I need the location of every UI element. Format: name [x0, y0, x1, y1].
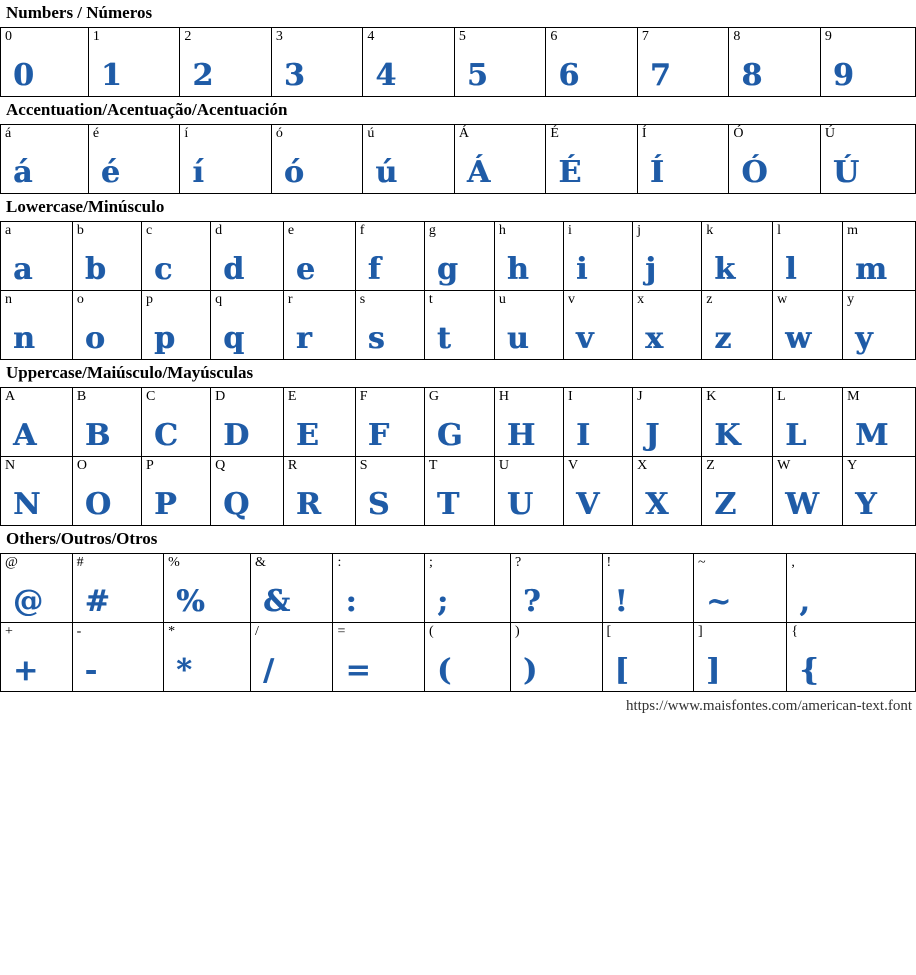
- glyph-sample: S: [367, 487, 390, 522]
- glyph-sample: 6: [558, 58, 580, 93]
- glyph-sample: E: [295, 418, 319, 453]
- glyph-cell[interactable]: [773, 222, 843, 291]
- glyph-sample: J: [645, 418, 660, 453]
- glyph-label: ?: [515, 555, 522, 570]
- glyph-sample: 8: [741, 58, 763, 93]
- glyph-label: I: [567, 389, 573, 404]
- glyph-sample: 1: [100, 58, 122, 93]
- glyph-cell[interactable]: [633, 291, 702, 360]
- glyph-cell[interactable]: [694, 623, 787, 692]
- glyph-cell[interactable]: [546, 28, 638, 97]
- glyph-sample: 3: [283, 58, 305, 93]
- glyph-sample: m: [855, 252, 887, 287]
- glyph-sample: U: [506, 487, 533, 522]
- glyph-cell[interactable]: [141, 457, 210, 526]
- glyph-sample: f: [367, 252, 381, 287]
- glyph-cell[interactable]: [211, 291, 284, 360]
- glyph-sample: a: [13, 252, 33, 287]
- glyph-cell[interactable]: [563, 291, 632, 360]
- glyph-table-uppercase: [0, 387, 916, 526]
- glyph-cell[interactable]: [283, 388, 355, 457]
- glyph-cell[interactable]: [787, 623, 916, 692]
- glyph-label: Y: [847, 458, 858, 473]
- glyph-label: y: [847, 292, 855, 307]
- glyph-cell[interactable]: [820, 125, 915, 194]
- glyph-cell[interactable]: [363, 28, 455, 97]
- glyph-cell[interactable]: [602, 554, 694, 623]
- glyph-label: 2: [184, 29, 192, 44]
- glyph-sample: 5: [466, 58, 488, 93]
- glyph-sample: H: [506, 418, 536, 453]
- glyph-label: e: [287, 223, 295, 238]
- glyph-label: 3: [275, 29, 283, 44]
- table-row: [1, 554, 916, 623]
- glyph-cell[interactable]: [424, 291, 494, 360]
- glyph-cell[interactable]: [511, 554, 603, 623]
- glyph-sample: 0: [13, 58, 34, 93]
- glyph-sample: g: [436, 252, 458, 287]
- glyph-label: f: [359, 223, 365, 238]
- glyph-label: V: [567, 458, 579, 473]
- glyph-sample: /: [263, 653, 275, 688]
- glyph-label: q: [215, 292, 223, 307]
- glyph-label: g: [428, 223, 436, 238]
- glyph-sample: s: [367, 321, 385, 356]
- glyph-cell[interactable]: [773, 457, 843, 526]
- section-title-uppercase: Uppercase/Maiúsculo/Mayúsculas: [6, 363, 254, 382]
- glyph-cell[interactable]: [494, 388, 563, 457]
- glyph-cell[interactable]: [454, 125, 546, 194]
- glyph-label: G: [428, 389, 439, 404]
- glyph-sample: e: [295, 252, 315, 287]
- glyph-sample: É: [558, 155, 582, 190]
- glyph-cell[interactable]: [271, 28, 363, 97]
- glyph-sample: {: [799, 653, 819, 688]
- glyph-label: é: [92, 126, 100, 141]
- glyph-sample: b: [84, 252, 106, 287]
- glyph-sample: o: [84, 321, 105, 356]
- glyph-sample: c: [153, 252, 173, 287]
- glyph-label: á: [5, 126, 12, 141]
- glyph-sample: V: [575, 487, 600, 522]
- glyph-sample: q: [223, 321, 245, 356]
- glyph-sample: N: [13, 487, 41, 522]
- glyph-cell[interactable]: [494, 457, 563, 526]
- glyph-sample: :: [345, 584, 357, 619]
- glyph-cell[interactable]: [494, 222, 563, 291]
- glyph-label: ú: [367, 126, 375, 141]
- table-row: [1, 28, 916, 97]
- glyph-label: P: [145, 458, 154, 473]
- glyph-label: L: [777, 389, 786, 404]
- glyph-sample: á: [13, 155, 33, 190]
- glyph-label: -: [76, 624, 82, 639]
- glyph-label: %: [168, 555, 180, 570]
- glyph-label: F: [359, 389, 368, 404]
- glyph-label: !: [606, 555, 612, 570]
- glyph-label: Í: [641, 126, 647, 141]
- glyph-cell[interactable]: [355, 291, 424, 360]
- glyph-label: @: [5, 555, 18, 570]
- glyph-cell[interactable]: [787, 554, 916, 623]
- glyph-cell[interactable]: [283, 222, 355, 291]
- glyph-label: d: [215, 223, 223, 238]
- glyph-cell[interactable]: [1, 28, 89, 97]
- glyph-cell[interactable]: [211, 222, 284, 291]
- glyph-sample: Y: [855, 487, 877, 522]
- glyph-label: #: [76, 555, 84, 570]
- glyph-sample: p: [153, 321, 175, 356]
- glyph-sample: =: [345, 653, 371, 688]
- glyph-cell[interactable]: [355, 388, 424, 457]
- glyph-label: r: [287, 292, 293, 307]
- glyph-cell[interactable]: [1, 623, 73, 692]
- glyph-cell[interactable]: [180, 125, 272, 194]
- glyph-sample: ~: [706, 584, 732, 619]
- glyph-cell[interactable]: [563, 222, 632, 291]
- glyph-sample: +: [13, 653, 39, 688]
- glyph-cell[interactable]: [211, 457, 284, 526]
- glyph-cell[interactable]: [333, 554, 425, 623]
- glyph-sample: ?: [523, 584, 541, 619]
- glyph-label: +: [5, 624, 13, 639]
- glyph-sample: L: [785, 418, 807, 453]
- glyph-label: l: [777, 223, 782, 238]
- glyph-cell[interactable]: [1, 291, 73, 360]
- glyph-label: D: [215, 389, 226, 404]
- table-row: [1, 388, 916, 457]
- glyph-label: b: [76, 223, 84, 238]
- table-row: [1, 222, 916, 291]
- table-row: [1, 291, 916, 360]
- glyph-label: x: [637, 292, 645, 307]
- glyph-cell[interactable]: [88, 125, 180, 194]
- glyph-cell[interactable]: [702, 388, 773, 457]
- glyph-cell[interactable]: [283, 457, 355, 526]
- glyph-sample: A: [13, 418, 37, 453]
- glyph-label: o: [76, 292, 84, 307]
- glyph-cell[interactable]: [702, 457, 773, 526]
- glyph-label: X: [637, 458, 648, 473]
- table-row: [1, 125, 916, 194]
- glyph-sample: ;: [436, 584, 449, 619]
- glyph-label: a: [5, 223, 12, 238]
- glyph-sample: Á: [466, 155, 491, 190]
- glyph-label: ~: [698, 555, 706, 570]
- glyph-cell[interactable]: [283, 291, 355, 360]
- glyph-cell[interactable]: [1, 222, 73, 291]
- glyph-cell[interactable]: [164, 554, 251, 623]
- glyph-cell[interactable]: [180, 28, 272, 97]
- glyph-label: E: [287, 389, 297, 404]
- glyph-sample: n: [13, 321, 35, 356]
- glyph-label: ;: [428, 555, 433, 570]
- glyph-sample: ú: [375, 155, 398, 190]
- glyph-sample: W: [785, 487, 819, 522]
- glyph-cell[interactable]: [211, 388, 284, 457]
- glyph-sample: j: [645, 252, 656, 287]
- glyph-cell[interactable]: [72, 388, 141, 457]
- glyph-sample: t: [436, 321, 451, 356]
- glyph-label: Q: [215, 458, 226, 473]
- glyph-cell[interactable]: [1, 554, 73, 623]
- glyph-sample: 9: [832, 58, 854, 93]
- glyph-cell[interactable]: [141, 222, 210, 291]
- glyph-label: s: [359, 292, 366, 307]
- glyph-cell[interactable]: [843, 457, 916, 526]
- glyph-sample: 4: [375, 58, 397, 93]
- glyph-label: í: [184, 126, 189, 141]
- glyph-label: 5: [458, 29, 466, 44]
- glyph-sample: Í: [649, 155, 664, 190]
- glyph-cell[interactable]: [729, 28, 821, 97]
- glyph-cell[interactable]: [251, 623, 333, 692]
- glyph-sample: (: [436, 653, 452, 688]
- glyph-sample: D: [223, 418, 250, 453]
- glyph-cell[interactable]: [773, 388, 843, 457]
- glyph-label: T: [428, 458, 438, 473]
- glyph-sample: &: [263, 584, 291, 619]
- glyph-label: 9: [824, 29, 832, 44]
- glyph-label: m: [847, 223, 859, 238]
- glyph-cell[interactable]: [355, 457, 424, 526]
- glyph-label: W: [777, 458, 791, 473]
- glyph-label: (: [428, 624, 434, 639]
- glyph-sample: @: [13, 584, 43, 619]
- glyph-label: K: [706, 389, 717, 404]
- glyph-cell[interactable]: [72, 291, 141, 360]
- glyph-label: Ú: [824, 126, 835, 141]
- glyph-label: N: [5, 458, 16, 473]
- glyph-cell[interactable]: [546, 125, 638, 194]
- glyph-cell[interactable]: [251, 554, 333, 623]
- glyph-label: B: [76, 389, 87, 404]
- glyph-cell[interactable]: [424, 222, 494, 291]
- glyph-cell[interactable]: [843, 291, 916, 360]
- glyph-label: H: [498, 389, 509, 404]
- glyph-sample: C: [153, 418, 178, 453]
- glyph-cell[interactable]: [88, 28, 180, 97]
- glyph-cell[interactable]: [702, 291, 773, 360]
- glyph-sample: P: [153, 487, 177, 522]
- glyph-label: C: [145, 389, 156, 404]
- glyph-label: &: [255, 555, 266, 570]
- glyph-label: z: [706, 292, 713, 307]
- glyph-label: /: [255, 624, 259, 639]
- glyph-label: =: [337, 624, 346, 639]
- glyph-cell[interactable]: [729, 125, 821, 194]
- glyph-sample: h: [506, 252, 529, 287]
- glyph-label: n: [5, 292, 12, 307]
- glyph-cell[interactable]: [843, 388, 916, 457]
- section-title-numbers: Numbers / Números: [6, 3, 153, 22]
- glyph-cell[interactable]: [271, 125, 363, 194]
- glyph-label: 4: [367, 29, 375, 44]
- glyph-cell[interactable]: [1, 457, 73, 526]
- glyph-label: O: [76, 458, 87, 473]
- glyph-cell[interactable]: [633, 457, 702, 526]
- glyph-label: h: [498, 223, 506, 238]
- glyph-label: ): [515, 624, 520, 639]
- glyph-cell[interactable]: [1, 125, 89, 194]
- glyph-sample: O: [84, 487, 111, 522]
- glyph-cell[interactable]: [355, 222, 424, 291]
- glyph-label: i: [567, 223, 572, 238]
- glyph-sample: y: [855, 321, 873, 356]
- glyph-label: k: [706, 223, 714, 238]
- glyph-label: ]: [698, 624, 703, 639]
- glyph-sample: -: [84, 653, 98, 688]
- glyph-table-lowercase: [0, 221, 916, 360]
- glyph-label: R: [287, 458, 298, 473]
- glyph-cell[interactable]: [164, 623, 251, 692]
- glyph-sample: 2: [192, 58, 214, 93]
- glyph-cell[interactable]: [637, 125, 729, 194]
- glyph-cell[interactable]: [702, 222, 773, 291]
- glyph-label: 8: [733, 29, 741, 44]
- glyph-label: 1: [92, 29, 100, 44]
- glyph-label: U: [498, 458, 509, 473]
- glyph-sample: v: [575, 321, 594, 356]
- glyph-sample: i: [575, 252, 588, 287]
- glyph-cell[interactable]: [1, 388, 73, 457]
- glyph-sample: í: [192, 155, 204, 190]
- glyph-cell[interactable]: [633, 222, 702, 291]
- section-title-lowercase: Lowercase/Minúsculo: [6, 197, 165, 216]
- glyph-label: p: [145, 292, 153, 307]
- glyph-sample: G: [436, 418, 463, 453]
- glyph-sample: ]: [706, 653, 721, 688]
- glyph-sample: Ó: [741, 155, 768, 190]
- glyph-sample: Ú: [832, 155, 860, 190]
- glyph-sample: T: [436, 487, 460, 522]
- glyph-cell[interactable]: [454, 28, 546, 97]
- glyph-cell[interactable]: [563, 457, 632, 526]
- glyph-sample: ): [523, 653, 538, 688]
- glyph-sample: d: [223, 252, 245, 287]
- glyph-cell[interactable]: [843, 222, 916, 291]
- glyph-sample: M: [855, 418, 889, 453]
- glyph-cell[interactable]: [424, 554, 510, 623]
- glyph-sample: !: [614, 584, 628, 619]
- glyph-cell[interactable]: [363, 125, 455, 194]
- glyph-label: c: [145, 223, 153, 238]
- glyph-label: J: [637, 389, 643, 404]
- glyph-sample: u: [506, 321, 529, 356]
- glyph-sample: #: [84, 584, 110, 619]
- glyph-label: [: [606, 624, 612, 639]
- glyph-sample: X: [645, 487, 669, 522]
- glyph-cell[interactable]: [773, 291, 843, 360]
- glyph-cell[interactable]: [72, 623, 164, 692]
- glyph-cell[interactable]: [511, 623, 603, 692]
- glyph-label: :: [337, 555, 342, 570]
- glyph-table-others: [0, 553, 916, 692]
- glyph-cell[interactable]: [72, 457, 141, 526]
- glyph-sample: %: [176, 584, 205, 619]
- glyph-label: ó: [275, 126, 283, 141]
- glyph-sample: 7: [649, 58, 671, 93]
- glyph-sample: Z: [714, 487, 737, 522]
- glyph-cell[interactable]: [633, 388, 702, 457]
- glyph-label: w: [777, 292, 788, 307]
- glyph-sample: I: [575, 418, 590, 453]
- section-title-others: Others/Outros/Otros: [6, 529, 158, 548]
- glyph-label: M: [847, 389, 860, 404]
- glyph-cell[interactable]: [333, 623, 425, 692]
- glyph-sample: *: [176, 653, 192, 688]
- glyph-label: S: [359, 458, 368, 473]
- glyph-label: {: [791, 624, 799, 639]
- glyph-cell[interactable]: [424, 457, 494, 526]
- glyph-label: u: [498, 292, 506, 307]
- glyph-table-numbers: [0, 27, 916, 97]
- section-title-accentuation: Accentuation/Acentuação/Acentuación: [6, 100, 288, 119]
- glyph-cell[interactable]: [141, 388, 210, 457]
- glyph-cell[interactable]: [72, 554, 164, 623]
- glyph-cell[interactable]: [494, 291, 563, 360]
- glyph-label: Á: [458, 126, 469, 141]
- glyph-label: ,: [791, 555, 795, 570]
- glyph-label: A: [5, 389, 16, 404]
- glyph-sample: ó: [283, 155, 304, 190]
- glyph-label: v: [567, 292, 575, 307]
- glyph-sample: B: [84, 418, 111, 453]
- glyph-table-accentuation: [0, 124, 916, 194]
- glyph-sample: [: [614, 653, 629, 688]
- glyph-cell[interactable]: [602, 623, 694, 692]
- glyph-sample: Q: [223, 487, 250, 522]
- glyph-sample: k: [714, 252, 735, 287]
- source-url[interactable]: https://www.maisfontes.com/american-text.font: [625, 698, 912, 714]
- glyph-sample: x: [645, 321, 663, 356]
- glyph-cell[interactable]: [72, 222, 141, 291]
- table-row: [1, 457, 916, 526]
- glyph-label: j: [637, 223, 641, 238]
- glyph-cell[interactable]: [637, 28, 729, 97]
- glyph-sample: F: [367, 418, 389, 453]
- glyph-label: t: [428, 292, 433, 307]
- glyph-cell[interactable]: [424, 623, 510, 692]
- glyph-cell[interactable]: [141, 291, 210, 360]
- glyph-sample: K: [714, 418, 741, 453]
- glyph-sample: z: [714, 321, 732, 356]
- glyph-cell[interactable]: [694, 554, 787, 623]
- glyph-sample: ,: [799, 584, 810, 619]
- glyph-cell[interactable]: [820, 28, 915, 97]
- glyph-label: *: [168, 624, 176, 639]
- glyph-sample: é: [100, 155, 120, 190]
- glyph-label: 0: [5, 29, 12, 44]
- table-row: [1, 623, 916, 692]
- glyph-label: Z: [706, 458, 715, 473]
- glyph-label: 7: [641, 29, 649, 44]
- glyph-cell[interactable]: [563, 388, 632, 457]
- glyph-label: É: [550, 126, 559, 141]
- glyph-sample: r: [295, 321, 312, 356]
- glyph-cell[interactable]: [424, 388, 494, 457]
- glyph-label: Ó: [733, 126, 744, 141]
- glyph-sample: R: [295, 487, 321, 522]
- glyph-label: 6: [550, 29, 558, 44]
- glyph-sample: l: [785, 252, 797, 287]
- glyph-sample: w: [785, 321, 811, 356]
